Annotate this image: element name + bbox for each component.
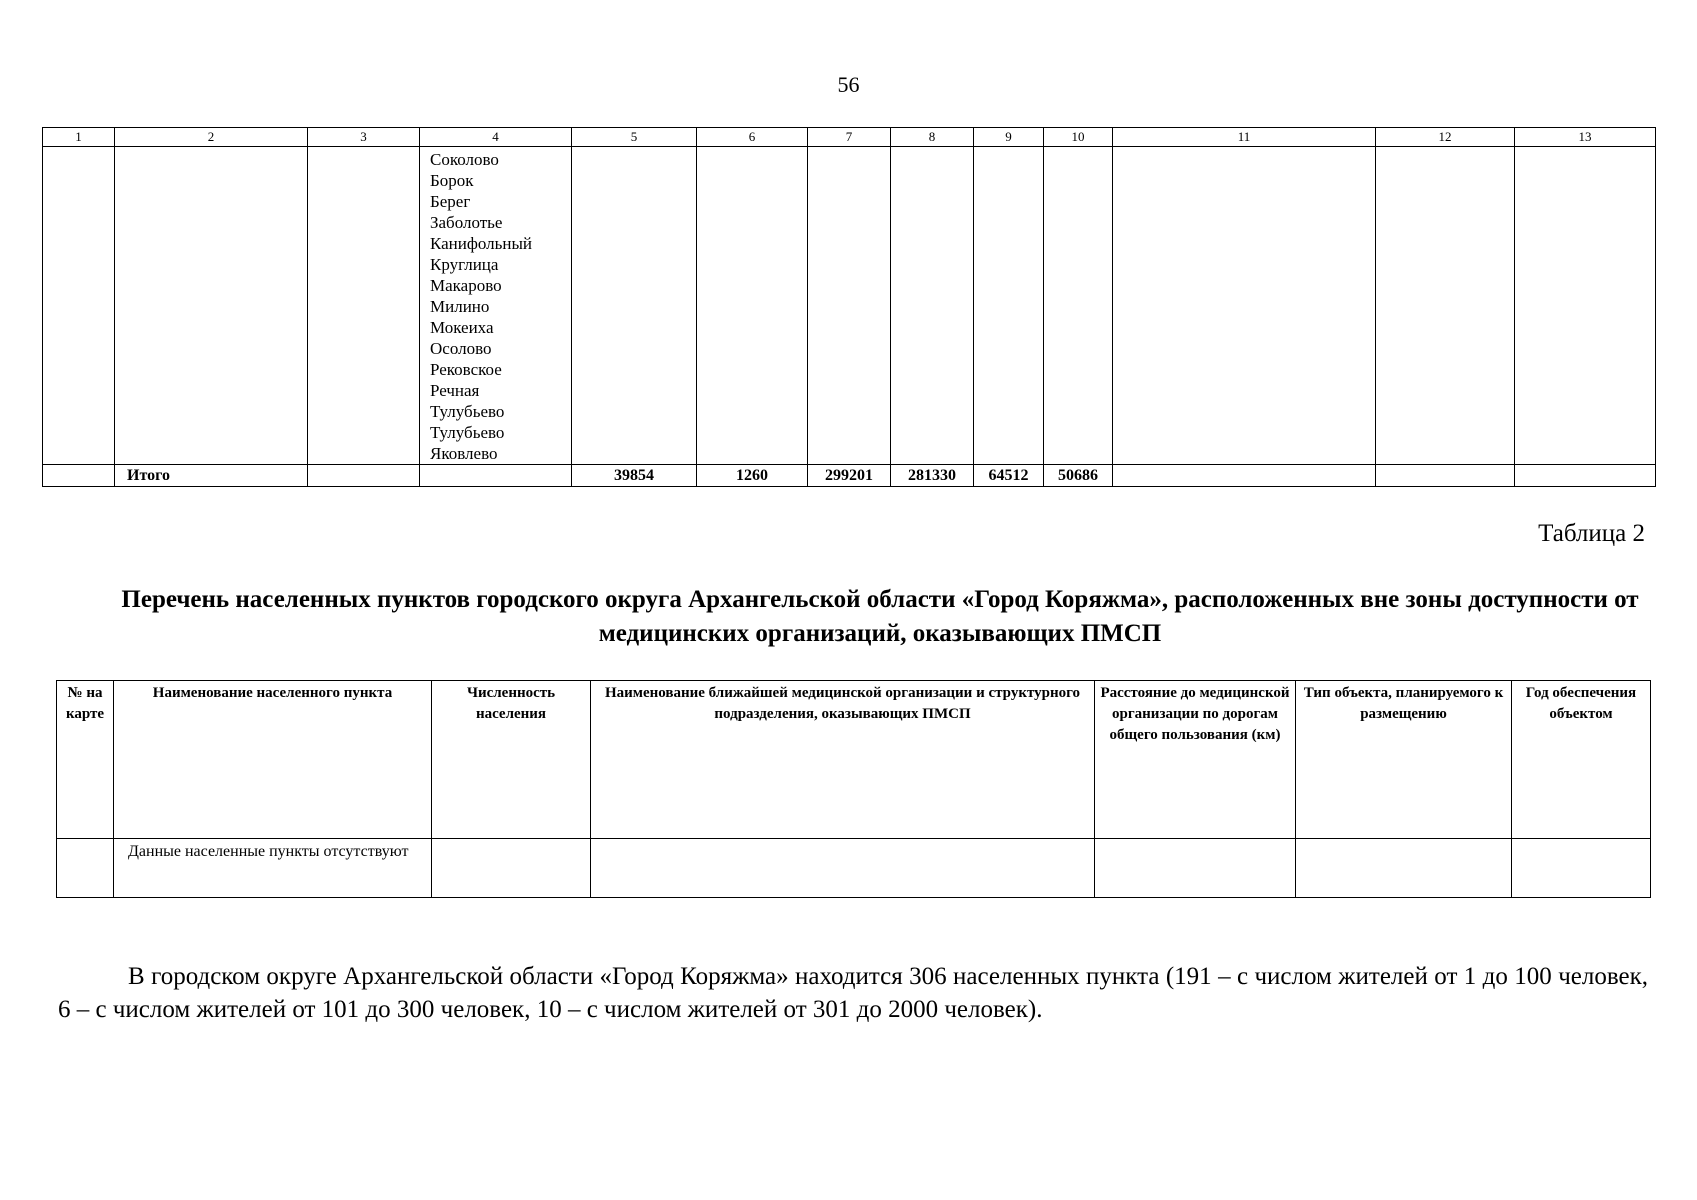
column-number: 5 xyxy=(572,128,697,147)
place-name: Берег xyxy=(430,192,471,211)
table-title: Перечень населенных пунктов городского округа Архангельской области «Город Коряжма», расположенных вне зоны доступности от медицинских организаций, оказывающих ПМСП xyxy=(121,586,1639,647)
column-number: 10 xyxy=(1044,128,1113,147)
places-list xyxy=(420,147,572,465)
column-number: 13 xyxy=(1515,128,1656,147)
no-settlements-text: Данные населенные пункты отсутствуют xyxy=(114,839,432,898)
place-name: Осолово xyxy=(430,339,492,358)
column-number: 4 xyxy=(420,128,572,147)
column-number: 8 xyxy=(891,128,974,147)
column-number: 1 xyxy=(43,128,115,147)
place-name: Речная xyxy=(430,381,480,400)
total-value: 50686 xyxy=(1044,465,1113,487)
column-number: 7 xyxy=(808,128,891,147)
table-row xyxy=(57,839,1651,898)
settlements-table-continuation xyxy=(42,127,1656,487)
total-value: 281330 xyxy=(891,465,974,487)
total-row xyxy=(43,465,1656,487)
column-header: Наименование населенного пункта xyxy=(114,681,432,839)
header-row xyxy=(57,681,1651,839)
column-number: 9 xyxy=(974,128,1044,147)
places-row xyxy=(43,147,1656,465)
table-label: Таблица 2 xyxy=(1538,520,1645,547)
place-name: Милино xyxy=(430,297,490,316)
column-header: Расстояние до медицинской организации по дорогам общего пользования (км) xyxy=(1095,681,1296,839)
column-number: 2 xyxy=(115,128,308,147)
column-number-row xyxy=(43,128,1656,147)
total-value: 299201 xyxy=(808,465,891,487)
column-header: Тип объекта, планируемого к размещению xyxy=(1296,681,1512,839)
settlements-outside-access-table xyxy=(56,680,1651,898)
column-number: 11 xyxy=(1113,128,1376,147)
place-name: Тулубьево xyxy=(430,402,505,421)
place-name: Рековское xyxy=(430,360,502,379)
place-name: Заболотье xyxy=(430,213,503,232)
page-number: 56 xyxy=(837,72,860,97)
place-name: Круглица xyxy=(430,255,499,274)
place-name: Яковлево xyxy=(430,444,498,463)
place-name: Соколово xyxy=(430,150,499,169)
column-number: 3 xyxy=(308,128,420,147)
column-header: Наименование ближайшей медицинской организации и структурного подразделения, оказывающих ПМСП xyxy=(591,681,1095,839)
body-paragraph: В городском округе Архангельской области «Город Коряжма» находится 306 населенных пункта (191 – с числом жителей от 1 до 100 человек, 6 – с числом жителей от 101 до 300 человек, 10 – с числом жителей от 301 до 2000 человек). xyxy=(58,963,1648,1023)
column-header: № на карте xyxy=(57,681,114,839)
column-header: Численность населения xyxy=(432,681,591,839)
place-name: Мокеиха xyxy=(430,318,494,337)
total-label: Итого xyxy=(115,465,308,487)
place-name: Тулубьево xyxy=(430,423,505,442)
column-number: 12 xyxy=(1376,128,1515,147)
total-value: 64512 xyxy=(974,465,1044,487)
total-value: 1260 xyxy=(697,465,808,487)
column-header: Год обеспечения объектом xyxy=(1512,681,1651,839)
place-name: Канифольный xyxy=(430,234,532,253)
place-name: Макарово xyxy=(430,276,502,295)
total-value: 39854 xyxy=(572,465,697,487)
column-number: 6 xyxy=(697,128,808,147)
place-name: Борок xyxy=(430,171,474,190)
